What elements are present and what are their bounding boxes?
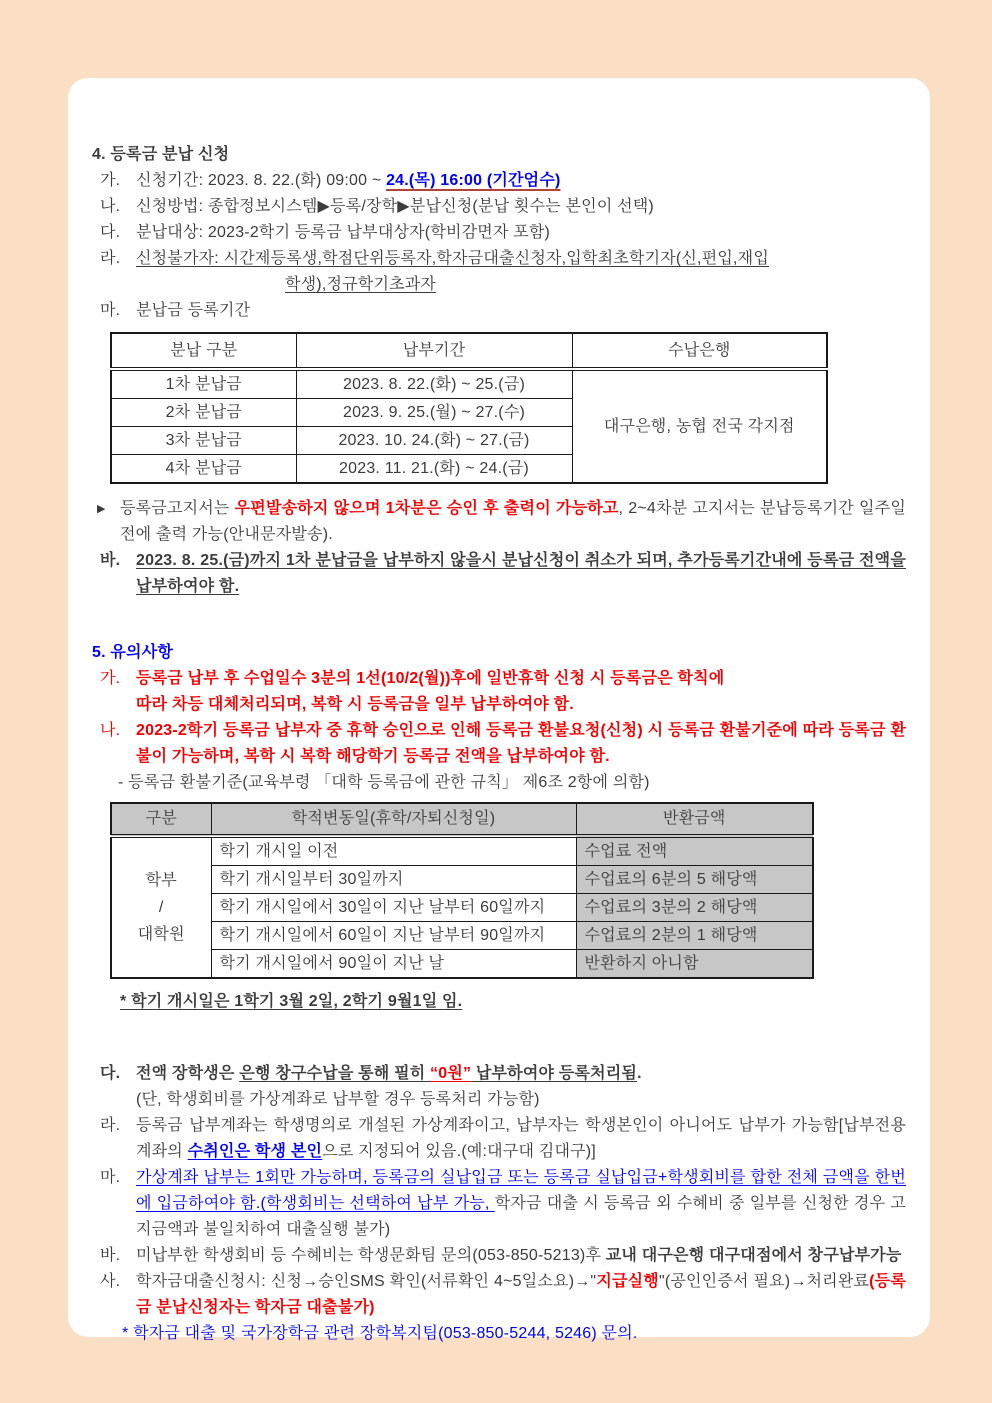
unpaid-fee-pre: 미납부한 학생회비 등 수혜비는 학생문화팀 문의(053-850-5213)후 — [136, 1247, 606, 1264]
table-row — [111, 922, 813, 950]
installment-period: 2023. 11. 21.(화) ~ 24.(금) — [296, 455, 572, 484]
spacer — [92, 600, 906, 640]
item-label: 라. — [100, 1117, 121, 1134]
installment-name: 2차 분납금 — [111, 399, 296, 427]
item-label: 라. — [100, 250, 121, 267]
leave-rule-line1: 등록금 납부 후 수업일수 3분의 1선(10/2(월))후에 일반휴학 신청 시 등록금은 학칙에 — [136, 670, 725, 687]
bill-note-post: , 2~4차분 고지서는 분납등록기간 일주일 전에 출력 가능(안내문자발송). — [120, 500, 906, 543]
item-label: 다. — [100, 224, 121, 241]
loan-process-pre: 학자금대출신청시: 신청→승인SMS 확인(서류확인 4~5일소요)→" — [136, 1273, 597, 1290]
section5-title: 5. 유의사항 — [92, 644, 174, 661]
installment-schedule-table — [110, 332, 828, 484]
column-header: 납부기간 — [296, 333, 572, 369]
table-row — [111, 836, 813, 866]
loan-execution-emphasis: 지급실행 — [596, 1273, 659, 1290]
student-group-cell — [111, 836, 211, 978]
refund-amount: 수업료의 3분의 2 해당액 — [576, 894, 813, 922]
notice-content — [68, 78, 930, 1347]
status-change-date: 학기 개시일에서 30일이 지난 날부터 60일까지 — [211, 894, 576, 922]
section4-item-ma — [92, 298, 906, 324]
installment-period: 2023. 9. 25.(월) ~ 27.(수) — [296, 399, 572, 427]
column-header: 구분 — [111, 803, 211, 836]
table-row — [111, 369, 827, 399]
section4-item-ra — [92, 246, 906, 298]
section5-item-ga — [92, 666, 906, 718]
bill-print-note — [92, 496, 906, 548]
virtual-account-post: 학자금 대출 시 등록금 외 수혜비 중 일부를 신청한 경우 고지금액과 불일치하여 대출실행 불가) — [136, 1195, 907, 1238]
table-header-row — [111, 333, 827, 369]
table-header-row — [111, 803, 813, 836]
group-line: / — [158, 899, 164, 916]
refund-rule-text: 2023-2학기 등록금 납부자 중 휴학 승인으로 인해 등록금 환불요청(신청) 시 등록금 환불기준에 따라 등록금 환불이 가능하며, 복학 시 복학 해당학기 등록금 전액을 납부하여야 함. — [136, 722, 906, 765]
spacer — [92, 1015, 906, 1061]
scholarship-underline2: 납부하여야 등록처리됨 — [471, 1065, 638, 1082]
refund-amount: 수업료 전액 — [576, 836, 813, 866]
refund-amount: 수업료의 6분의 5 해당액 — [576, 866, 813, 894]
section5-item-ma — [92, 1165, 906, 1243]
notice-page — [68, 78, 930, 1342]
payee-emphasis: 수취인은 학생 본인 — [187, 1143, 323, 1160]
group-line: 학부 — [145, 872, 177, 889]
virtual-account-rule: 가상계좌 납부는 1회만 가능하며, 등록금의 실납입금 또는 등록금 실납입금+학생회비를 합한 전체 금액을 한번에 입금하여야 함.(학생회비는 선택하여 납부 가능, — [136, 1169, 906, 1212]
status-change-date: 학기 개시일에서 90일이 지난 날 — [211, 950, 576, 979]
loan-process-mid: "(공인인증서 필요)→처리완료 — [658, 1273, 870, 1290]
loan-restriction-emphasis: (등록금 분납신청자는 학자금 대출불가) — [136, 1273, 906, 1316]
section4-item-ga — [92, 168, 906, 194]
scholarship-underline1: 은행 창구수납을 통해 필히 — [239, 1065, 431, 1082]
bill-note-pre: 등록금고지서는 — [120, 500, 235, 517]
status-change-date: 학기 개시일에서 60일이 지난 날부터 90일까지 — [211, 922, 576, 950]
refund-criteria-table — [110, 802, 814, 979]
receiving-bank: 대구은행, 농협 전국 각지점 — [572, 369, 827, 483]
section4-item-da — [92, 220, 906, 246]
loan-contact-note: * 학자금 대출 및 국가장학금 관련 장학복지팀(053-850-5244, 5246) 문의. — [122, 1325, 638, 1342]
column-header: 수납은행 — [572, 333, 827, 369]
installment-period: 2023. 10. 24.(화) ~ 27.(금) — [296, 427, 572, 455]
item-label: 바. — [100, 552, 121, 569]
item-label: 나. — [100, 198, 121, 215]
refund-basis-note: - 등록금 환불기준(교육부령 「대학 등록금에 관한 규칙」 제6조 2항에 의함) — [118, 774, 650, 791]
account-rule-post: 으로 지정되어 있음.(예:대구대 김대구)] — [322, 1143, 596, 1160]
section5-item-da — [92, 1061, 906, 1113]
installment-name: 4차 분납금 — [111, 455, 296, 484]
section5-item-na — [92, 718, 906, 770]
status-change-date: 학기 개시일부터 30일까지 — [211, 866, 576, 894]
installment-target-text: 분납대상: 2023-2학기 등록금 납부대상자(학비감면자 포함) — [136, 224, 551, 241]
application-method-text: 신청방법: 종합정보시스템▶등록/장학▶분납신청(분납 횟수는 본인이 선택) — [136, 198, 654, 215]
item-label: 바. — [100, 1247, 121, 1264]
status-change-date: 학기 개시일 이전 — [211, 836, 576, 866]
item-label: 나. — [100, 722, 121, 739]
item-label: 마. — [100, 1169, 121, 1186]
account-rule-pre: 등록금 납부계좌는 학생명의로 개설된 가상계좌이고, 납부자는 학생본인이 아니어도 납부가 가능함[납부전용계좌의 — [136, 1117, 906, 1160]
installment-period: 2023. 8. 22.(화) ~ 25.(금) — [296, 369, 572, 399]
column-header: 분납 구분 — [111, 333, 296, 369]
section4-item-na — [92, 194, 906, 220]
table-row — [111, 866, 813, 894]
zero-won-emphasis: “0원” — [430, 1065, 472, 1082]
bill-note-emphasis: 우편발송하지 않으며 1차분은 승인 후 출력이 가능하고 — [234, 500, 619, 517]
section5-item-ra — [92, 1113, 906, 1165]
installment-name: 1차 분납금 — [111, 369, 296, 399]
column-header: 학적변동일(휴학/자퇴신청일) — [211, 803, 576, 836]
item-label: 가. — [100, 670, 121, 687]
refund-amount: 수업료의 2분의 1 해당액 — [576, 922, 813, 950]
section5-item-ba — [92, 1243, 906, 1269]
item-label: 가. — [100, 172, 121, 189]
column-header: 반환금액 — [576, 803, 813, 836]
leave-rule-line2: 따라 차등 대체처리되며, 복학 시 등록금을 일부 납부하여야 함. — [136, 696, 574, 713]
triangle-bullet-icon: ▶ — [97, 503, 106, 515]
semester-start-note: * 학기 개시일은 1학기 3월 2일, 2학기 9월1일 임. — [120, 993, 463, 1010]
table-row — [111, 894, 813, 922]
bank-counter-emphasis: 교내 대구은행 대구대점에서 창구납부가능 — [605, 1247, 902, 1264]
section4-title: 4. 등록금 분납 신청 — [92, 146, 230, 163]
scholarship-pre: 전액 장학생은 — [136, 1065, 240, 1082]
group-line: 대학원 — [137, 926, 185, 943]
application-deadline: 24.(목) 16:00 (기간엄수) — [386, 172, 561, 189]
ineligible-line2: 학생),정규학기초과자 — [285, 276, 437, 293]
item-label: 마. — [100, 302, 121, 319]
table-row — [111, 950, 813, 979]
scholarship-tail: . — [637, 1065, 642, 1082]
installment-period-heading: 분납금 등록기간 — [136, 302, 251, 319]
item-label: 다. — [100, 1065, 121, 1082]
installment-name: 3차 분납금 — [111, 427, 296, 455]
ineligible-line1: 신청불가자: 시간제등록생,학점단위등록자,학자금대출신청자,입학최초학기자(신,편입,재입 — [136, 250, 769, 267]
scholarship-subnote: (단, 학생회비를 가상계좌로 납부할 경우 등록처리 가능함) — [136, 1091, 540, 1108]
refund-amount: 반환하지 아니함 — [576, 950, 813, 979]
section5-item-sa — [92, 1269, 906, 1321]
application-period-text: 신청기간: 2023. 8. 22.(화) 09:00 ~ — [136, 172, 387, 189]
cancellation-warning: 2023. 8. 25.(금)까지 1차 분납금을 납부하지 않을시 분납신청이 취소가 되며, 추가등록기간내에 등록금 전액을 납부하여야 함. — [136, 552, 906, 595]
item-label: 사. — [100, 1273, 121, 1290]
section4-item-ba — [92, 548, 906, 600]
